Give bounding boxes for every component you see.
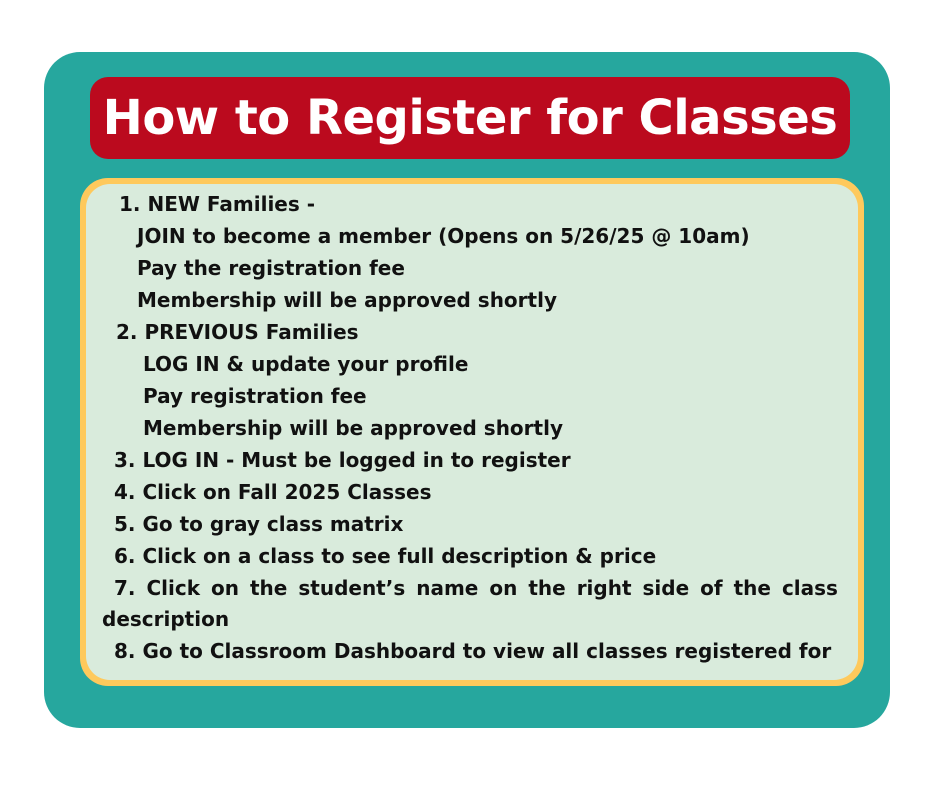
step-5: 5. Go to gray class matrix — [114, 512, 404, 536]
step-7-word: on — [211, 576, 240, 600]
step-7-word: right — [576, 576, 632, 600]
step-7-word: Click — [146, 576, 201, 600]
step-1-heading: 1. NEW Families - — [119, 192, 316, 216]
step-7-word: the — [733, 576, 771, 600]
step-6: 6. Click on a class to see full description & price — [114, 544, 657, 568]
step-7 — [114, 576, 838, 600]
step-8: 8. Go to Classroom Dashboard to view all classes registered for — [114, 639, 832, 663]
step-7-word: student’s — [298, 576, 406, 600]
step-2-pay: Pay registration fee — [143, 384, 367, 408]
page-title: How to Register for Classes — [102, 90, 838, 146]
step-7-word: on — [489, 576, 518, 600]
step-2-heading: 2. PREVIOUS Families — [116, 320, 359, 344]
step-7-word: class — [781, 576, 838, 600]
step-7-word: of — [700, 576, 723, 600]
step-7-word: 7. — [114, 576, 136, 600]
title-banner — [90, 77, 850, 159]
step-1-approval: Membership will be approved shortly — [137, 288, 557, 312]
step-4: 4. Click on Fall 2025 Classes — [114, 480, 432, 504]
step-1-pay: Pay the registration fee — [137, 256, 405, 280]
step-2-approval: Membership will be approved shortly — [143, 416, 563, 440]
step-7-continued: description — [102, 607, 230, 631]
step-7-word: the — [250, 576, 288, 600]
step-7-word: name — [416, 576, 479, 600]
step-3: 3. LOG IN - Must be logged in to register — [114, 448, 571, 472]
step-1-join: JOIN to become a member (Opens on 5/26/25 @ 10am) — [137, 224, 750, 248]
step-2-login: LOG IN & update your profile — [143, 352, 469, 376]
step-7-word: the — [528, 576, 566, 600]
step-7-word: side — [642, 576, 690, 600]
